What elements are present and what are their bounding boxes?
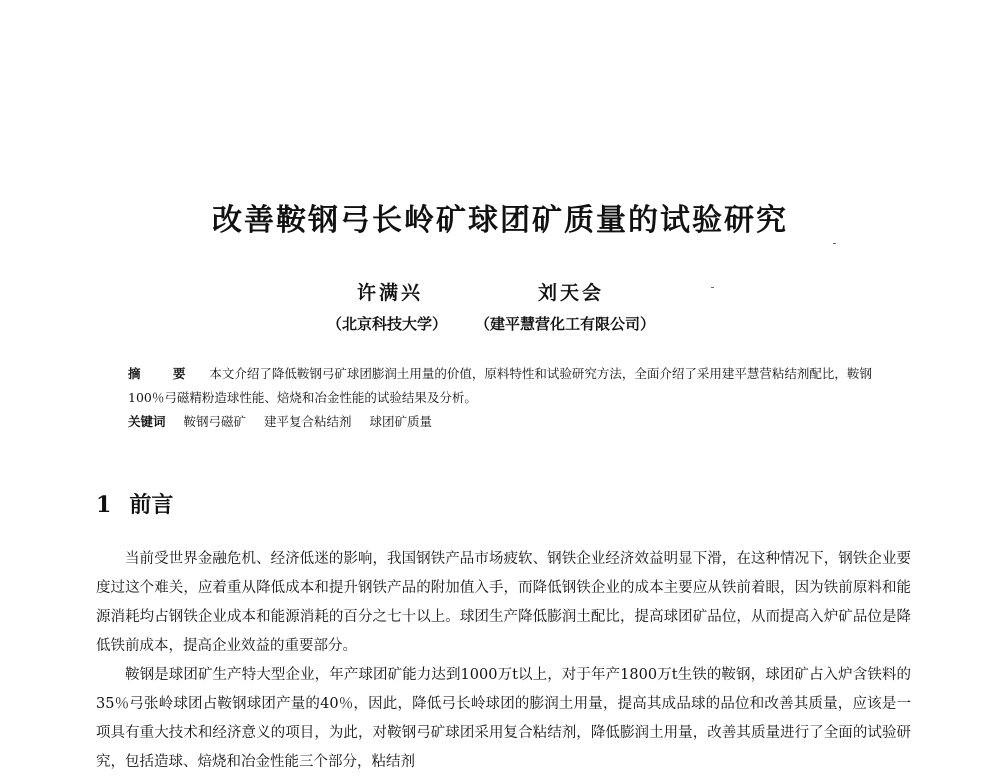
affiliation-list bbox=[0, 313, 1000, 337]
section-number: 1 bbox=[96, 492, 112, 518]
section-title: 前言 bbox=[129, 493, 174, 518]
paragraph: 当前受世界金融危机、经济低迷的影响，我国钢铁产品市场疲软、钢铁企业经济效益明显下滑，在这种情况下，钢铁企业要度过这个难关，应着重从降低成本和提升钢铁产品的附加值入手，而降低钢铁企业的成本主要应从铁前着眼，因为铁前原料和能源消耗均占钢铁企业成本和能源消耗的百分之七十以上。球团生产降低膨润土配比，提高球团矿品位，从而提高入炉矿品位是降低铁前成本，提高企业效益的重要部分。 bbox=[96, 551, 911, 654]
keywords-label: 关键词 bbox=[128, 414, 166, 429]
keyword: 球团矿质量 bbox=[369, 414, 433, 429]
paper-title: 改善鞍钢弓长岭矿球团矿质量的试验研究 bbox=[212, 203, 788, 238]
keyword: 建平复合粘结剂 bbox=[264, 414, 352, 429]
abstract-text: 本文介绍了降低鞍钢弓矿球团膨润土用量的价值，原料特性和试验研究方法，全面介绍了采用建平慧营粘结剂配比，鞍钢100％弓磁精粉造球性能、焙烧和冶金性能的试验结果及分析。 bbox=[128, 366, 872, 405]
abstract-text-block bbox=[128, 362, 888, 410]
abstract-label: 摘 要 bbox=[128, 366, 200, 381]
paragraph: 鞍钢是球团矿生产特大型企业，年产球团矿能力达到1000万t以上，对于年产1800万t生铁的鞍钢，球团矿占入炉含铁料的35％弓张岭球团占鞍钢球团产量的40％，因此，降低弓长岭球团的膨润土用量，提高其成品球的品位和改善其质量，应该是一项具有重大技术和经济意义的项目，为此，对鞍钢弓矿球团采用复合粘结剂，降低膨润土用量，改善其质量进行了全面的试验研究，包括造球、焙烧和冶金性能三个部分，粘结剂 bbox=[96, 667, 911, 770]
body-text bbox=[96, 545, 911, 777]
section-heading bbox=[96, 488, 173, 519]
scan-speck bbox=[711, 287, 714, 288]
keyword: 鞍钢弓磁矿 bbox=[183, 414, 247, 429]
affiliation: （北京科技大学） bbox=[327, 315, 448, 333]
scan-speck bbox=[833, 243, 836, 244]
abstract-block bbox=[128, 362, 888, 434]
affiliation: （建平慧营化工有限公司） bbox=[475, 315, 656, 333]
author-list bbox=[0, 278, 1000, 306]
keywords-line bbox=[128, 410, 888, 434]
author-name: 刘天会 bbox=[538, 282, 605, 304]
author-name: 许满兴 bbox=[357, 282, 424, 304]
